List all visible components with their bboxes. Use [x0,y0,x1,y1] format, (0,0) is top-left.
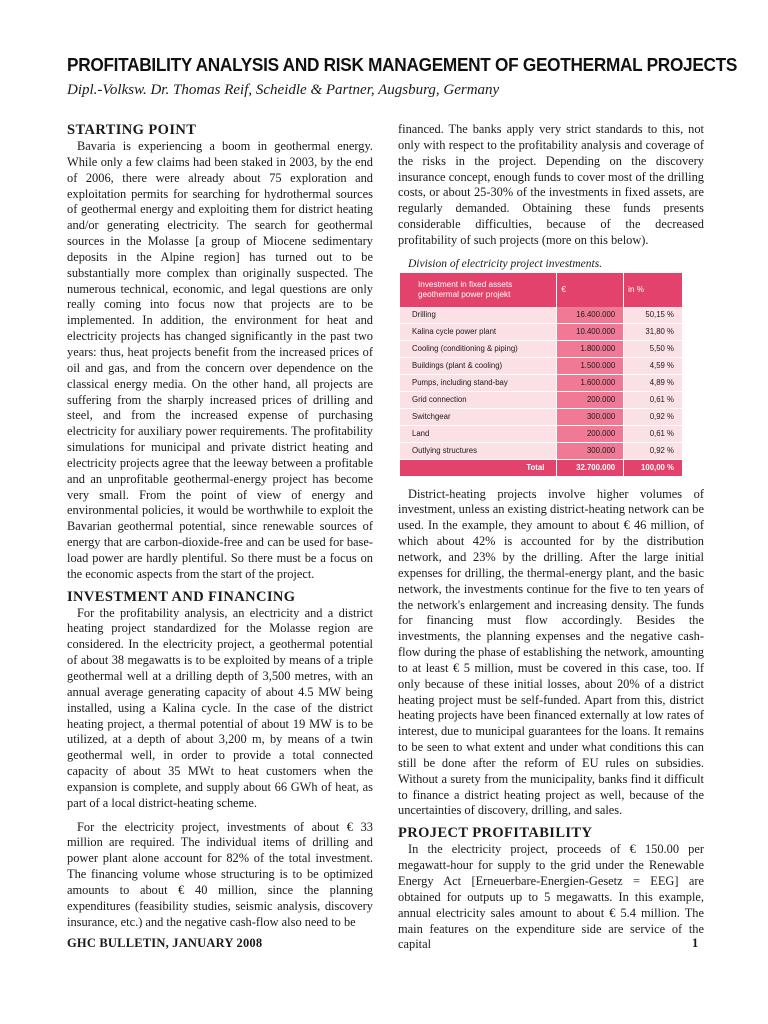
table-cell-pct: 31,80 % [624,323,682,340]
table-row [400,408,682,425]
table-total-pct: 100,00 % [624,459,682,476]
table-row [400,340,682,357]
table-cell-item: Pumps, including stand-bay [400,374,557,391]
table-row [400,425,682,442]
table-cell-item: Drilling [400,307,557,324]
table-cell-pct: 0,61 % [624,391,682,408]
left-column [67,122,373,931]
table-row [400,307,682,324]
table-cell-eur: 1.500.000 [557,357,624,374]
table-cell-item: Outlying structures [400,442,557,459]
paragraph-investment-1: For the profitability analysis, an electricity and a district heating project standardized for the Molasse region are considered. In the electricity project, a geothermal potential of about 38 megawatts is to be exploited by means of a triple geothermal well at a drilling depth of 3,500 metres, with an annual average generating capacity of about 4.5 MW being installed, using a Kalina cycle. In the case of the district heating project, a thermal potential of about 19 MW is to be utilized, at a depth of about 3,200 m, by means of a twin geothermal well, in order to provide a total connected capacity of about 35 MWt to heat customers when the expansion is complete, and supply about 66 GWh of heat, as part of a local district-heating scheme. [67,605,373,810]
table-row [400,323,682,340]
table-cell-pct: 5,50 % [624,340,682,357]
investment-table [400,273,682,477]
section-heading-starting-point: STARTING POINT [67,122,197,138]
table-row [400,442,682,459]
table-total-row [400,459,682,476]
table-cell-eur: 16.400.000 [557,307,624,324]
table-row [400,391,682,408]
table-cell-eur: 200.000 [557,425,624,442]
table-cell-eur: 300.000 [557,408,624,425]
table-cell-pct: 50,15 % [624,307,682,324]
table-cell-item: Switchgear [400,408,557,425]
paragraph-financed: financed. The banks apply very strict standards to this, not only with respect to the profitability analysis and coverage of the risks in the project. Depending on the discovery insurance concept, enough funds to cover most of the drilling costs, or about 25-30% of the investments in fixed assets, are regularly demanded. Obtaining these funds presents considerable difficulties, because of the decreased profitability of such projects (more on this below). [398,122,704,247]
paragraph-starting-point: Bavaria is experiencing a boom in geothermal energy. While only a few claims had been staked in 2003, by the end of 2006, there were already about 75 exploration and exploitation permits for searching for hydrothermal sources of geothermal energy and exploiting them for district heating and/or generating electricity. The search for geothermal sources in the Molasse [a group of Miocene sedimentary deposits in the Alpine region] has turned out to be substantially more complex than originally suspected. The numerous technical, economic, and legal questions are only really coming into focus now that projects are to be implemented. In addition, the environment for heat and electricity projects has changed significantly in the past two years: thus, heat projects benefit from the increased prices of oil and gas, and from the concern over dependence on the classical energy media. On the other hand, all projects are suffering from the sharply increased prices of drilling and steel, and from the increased expense of purchasing electricity for auxiliary power requirements. The profitability simulations for municipal and private district heating and electricity projects agree that the leeway between a profitable and an unprofitable geothermal-energy project has become very small. From the point of view of energy and environmental policies, it would be worthwhile to exploit the Bavarian geothermal potential, since renewable sources of energy that are carbon-dioxide-free and can be used for base-load power are hardly plentiful. So there must be a focus on the economic aspects from the start of the project. [67,139,373,581]
section-heading-profitability: PROJECT PROFITABILITY [398,825,593,842]
table-cell-item: Kalina cycle power plant [400,323,557,340]
table-cell-item: Buildings (plant & cooling) [400,357,557,374]
table-row [400,374,682,391]
table-cell-pct: 0,92 % [624,442,682,459]
table-header-row [400,273,682,307]
table-cell-eur: 1.600.000 [557,374,624,391]
table-cell-item: Land [400,425,557,442]
table-cell-eur: 300.000 [557,442,624,459]
table-caption: Division of electricity project investments. [408,257,603,270]
section-heading-investment: INVESTMENT AND FINANCING [67,588,296,605]
table-total-eur: 32.700.000 [557,459,624,476]
article-authors: Dipl.-Volksw. Dr. Thomas Reif, Scheidle & Partner, Augsburg, Germany [67,82,500,98]
table-header-item: Investment in fixed assets geothermal power projekt [400,273,557,307]
table-header-eur: € [557,273,624,307]
table-cell-item: Grid connection [400,391,557,408]
footer-journal: GHC BULLETIN, JANUARY 2008 [67,936,263,950]
table-cell-pct: 4,89 % [624,374,682,391]
paragraph-profitability: In the electricity project, proceeds of € 150.00 per megawatt-hour for supply to the grid under the Renewable Energy Act [Erneuerbare-Energien-Gesetz = EEG] are obtained for outputs up to 5 megawatts. In this example, annual electricity sales amount to about € 5.4 million. The main features on the expenditure side are service of the capital [398,842,704,952]
table-total-label: Total [400,459,557,476]
paragraph-district-heating: District-heating projects involve higher volumes of investment, unless an existing district-heating network can be used. In the example, they amount to about € 46 million, of which about 42% is accounted for by the distribution network, and 23% by the drilling. After the large initial expenses for drilling, the thermal-energy plant, and the basic network, the investments continue for the five to ten years of the network's enlargement and increasing density. The funds for financing must flow accordingly. Besides the investments, the planning expenses and the negative cash-flow during the phase of establishing the network, amounting to at least € 5 million, must be covered in this case, too. If only because of these initial losses, about 20% of a district heating project must be self-funded. Apart from this, district heating projects have been financed externally at low rates of interest, due to municipal guarantees for the loans. It remains to be seen to what extent and under what conditions this can still be done after the reform of EU rules on subsidies. Without a surety from the municipality, banks find it difficult to finance a district heating project as well, because of the uncertainties of discovery, drilling, and sales. [398,486,704,818]
table-cell-pct: 0,92 % [624,408,682,425]
table-cell-eur: 1.800.000 [557,340,624,357]
article-title: PROFITABILITY ANALYSIS AND RISK MANAGEMENT OF GEOTHERMAL PROJECTS [67,54,738,75]
table-cell-eur: 200.000 [557,391,624,408]
table-cell-eur: 10.400.000 [557,323,624,340]
paragraph-investment-2: For the electricity project, investments of about € 33 million are required. The individual items of drilling and power plant alone account for 82% of the total investment. The financing volume whose structuring is to be optimized amounts to about € 40 million, since the planning expenditures (feasibility studies, seismic analysis, discovery insurance, etc.) and the negative cash-flow also need to be [67,819,373,929]
table-cell-pct: 0,61 % [624,425,682,442]
right-column [398,122,704,953]
table-cell-item: Cooling (conditioning & piping) [400,340,557,357]
table-row [400,357,682,374]
table-cell-pct: 4,59 % [624,357,682,374]
page-number: 1 [692,936,699,950]
table-header-pct: in % [624,273,682,307]
